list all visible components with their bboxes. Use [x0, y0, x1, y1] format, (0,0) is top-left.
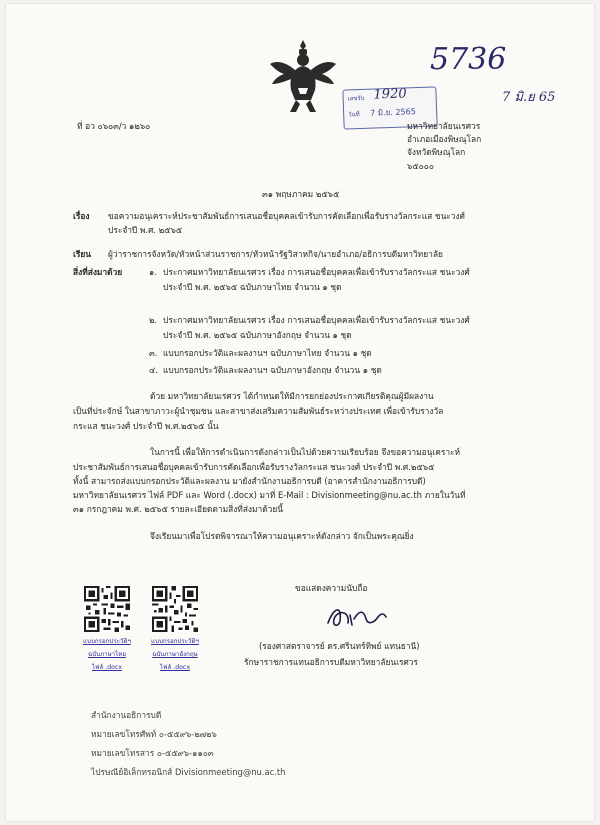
footer-office: สำนักงานอธิการบดี	[91, 710, 162, 720]
enclosure-2-line-2: ประจำปี พ.ศ. ๒๕๖๕ ฉบับภาษาอังกฤษ จำนวน ๑ ชุด	[163, 330, 352, 340]
org-line-3: จังหวัดพิษณุโลก	[407, 147, 466, 157]
handwritten-reg-date: 7 มิ.ย 65	[502, 90, 556, 105]
stamp-date: 7 มิ.ย. 2565	[370, 107, 416, 118]
qr-caption-thai-1[interactable]: แบบกรอกประวัติฯ	[83, 638, 131, 645]
body-p1-line-1: ด้วย มหาวิทยาลัยนเรศวร ได้กำหนดให้มีการยกย่องประกาศเกียรติคุณผู้มีผลงาน	[150, 391, 434, 401]
enclosure-3-line-1: แบบกรอกประวัติและผลงานฯ ฉบับภาษาไทย จำนวน ๑ ชุด	[163, 348, 372, 358]
subject-label: เรื่อง	[73, 211, 90, 221]
body-p2-line-2: ประชาสัมพันธ์การเสนอชื่อบุคคลเข้ารับการคัดเลือกเพื่อรับรางวัลกระแส ชนะวงศ์ ประจำปี พ.ศ.๒๕๖๕	[73, 462, 435, 472]
body-p2-line-3: ทั้งนี้ สามารถส่งแบบกรอกประวัติและผลงาน มายังสำนักงานอธิการบดี (อาคารสำนักงานอธิการบดี)	[73, 476, 426, 486]
enclosure-1-line-1: ประกาศมหาวิทยาลัยนเรศวร เรื่อง การเสนอชื่อบุคคลเพื่อเข้ารับรางวัลกระแส ชนะวงศ์	[163, 267, 470, 277]
body-p1-line-2: เป็นที่ประจักษ์ ในสาขาภาวะผู้นำชุมชน และสาขาส่งเสริมความสัมพันธ์ระหว่างประเทศ เพื่อเข้ารับรางวัล	[73, 406, 444, 416]
qr-caption-english-3[interactable]: ไฟล์ .docx	[160, 664, 190, 671]
document-page	[6, 4, 594, 821]
qr-caption-english-1[interactable]: แบบกรอกประวัติฯ	[151, 638, 199, 645]
handwritten-reg-number: 5736	[430, 42, 507, 77]
enclosure-4-line-1: แบบกรอกประวัติและผลงานฯ ฉบับภาษาอังกฤษ จำนวน ๑ ชุด	[163, 365, 382, 375]
handwritten-signature-icon	[324, 601, 388, 631]
letter-date: ๓๑ พฤษภาคม ๒๕๖๕	[262, 189, 340, 199]
org-line-1: มหาวิทยาลัยนเรศวร	[407, 121, 481, 131]
qr-caption-english-2[interactable]: ฉบับภาษาอังกฤษ	[152, 651, 198, 658]
enclosures-label: สิ่งที่ส่งมาด้วย	[73, 267, 123, 277]
enclosure-1-num: ๑.	[149, 267, 157, 277]
enclosure-2-line-1: ประกาศมหาวิทยาลัยนเรศวร เรื่อง การเสนอชื่อบุคคลเพื่อเข้ารับรางวัลกระแส ชนะวงศ์	[163, 315, 470, 325]
received-stamp: เลขรับ 1920 วันที่ 7 มิ.ย. 2565	[342, 86, 437, 129]
qr-caption-thai-3[interactable]: ไฟล์ .docx	[92, 664, 122, 671]
body-p2-line-5: ๓๑ กรกฎาคม พ.ศ. ๒๕๖๕ รายละเอียดตามสิ่งที่ส่งมาด้วยนี้	[73, 504, 284, 514]
qr-caption-thai-2[interactable]: ฉบับภาษาไทย	[88, 651, 126, 658]
footer-email[interactable]: ไปรษณีย์อิเล็กทรอนิกส์ Divisionmeeting@nu.ac.th	[91, 767, 286, 777]
org-line-4: ๖๕๐๐๐	[407, 161, 434, 171]
recipient-label: เรียน	[73, 249, 91, 259]
body-p3: จึงเรียนมาเพื่อโปรดพิจารณาให้ความอนุเคราะห์ดังกล่าว จักเป็นพระคุณยิ่ง	[150, 531, 414, 541]
enclosure-3-num: ๓.	[149, 348, 158, 358]
qr-code-english-form-icon[interactable]	[152, 586, 198, 632]
body-p2-line-4: มหาวิทยาลัยนเรศวร ไฟล์ PDF และ Word (.docx) มาที่ E-Mail : Divisionmeeting@nu.ac.th ภายในวันที่	[73, 490, 466, 500]
body-p1-line-3: กระแส ชนะวงศ์ ประจำปี พ.ศ.๒๕๖๕ นั้น	[73, 421, 219, 431]
stamp-number: 1920	[373, 86, 407, 103]
doc-number: ที่ อว ๐๖๐๓/ว ๑๒๖๐	[77, 121, 151, 131]
enclosure-2-num: ๒.	[149, 315, 158, 325]
subject-line-1: ขอความอนุเคราะห์ประชาสัมพันธ์การเสนอชื่อบุคคลเข้ารับการคัดเลือกเพื่อรับรางวัลกระแส ชนะวงศ์	[108, 211, 465, 221]
signer-title: รักษาราชการแทนอธิการบดีมหาวิทยาลัยนเรศวร	[244, 657, 418, 667]
garuda-emblem-icon	[268, 38, 338, 114]
signer-name: (รองศาสตราจารย์ ดร.ศรินทร์ทิพย์ แทนธานี)	[259, 641, 420, 651]
enclosure-1-line-2: ประจำปี พ.ศ. ๒๕๖๕ ฉบับภาษาไทย จำนวน ๑ ชุด	[163, 282, 342, 292]
footer-tel: หมายเลขโทรศัพท์ ๐-๕๕๙๖-๒๗๒๖	[91, 729, 217, 739]
footer-fax: หมายเลขโทรสาร ๐-๕๕๙๖-๑๑๐๓	[91, 748, 214, 758]
qr-code-thai-form-icon[interactable]	[84, 586, 130, 632]
org-line-2: อำเภอเมืองพิษณุโลก	[407, 134, 482, 144]
enclosure-4-num: ๔.	[149, 365, 159, 375]
recipient-text: ผู้ว่าราชการจังหวัด/หัวหน้าส่วนราชการ/หัวหน้ารัฐวิสาหกิจ/นายอำเภอ/อธิการบดีมหาวิทยาลัย	[108, 249, 443, 259]
body-p2-line-1: ในการนี้ เพื่อให้การดำเนินการดังกล่าวเป็นไปด้วยความเรียบร้อย จึงขอความอนุเคราะห์	[150, 447, 461, 457]
closing: ขอแสดงความนับถือ	[295, 583, 368, 593]
subject-line-2: ประจำปี พ.ศ. ๒๕๖๕	[108, 225, 183, 235]
